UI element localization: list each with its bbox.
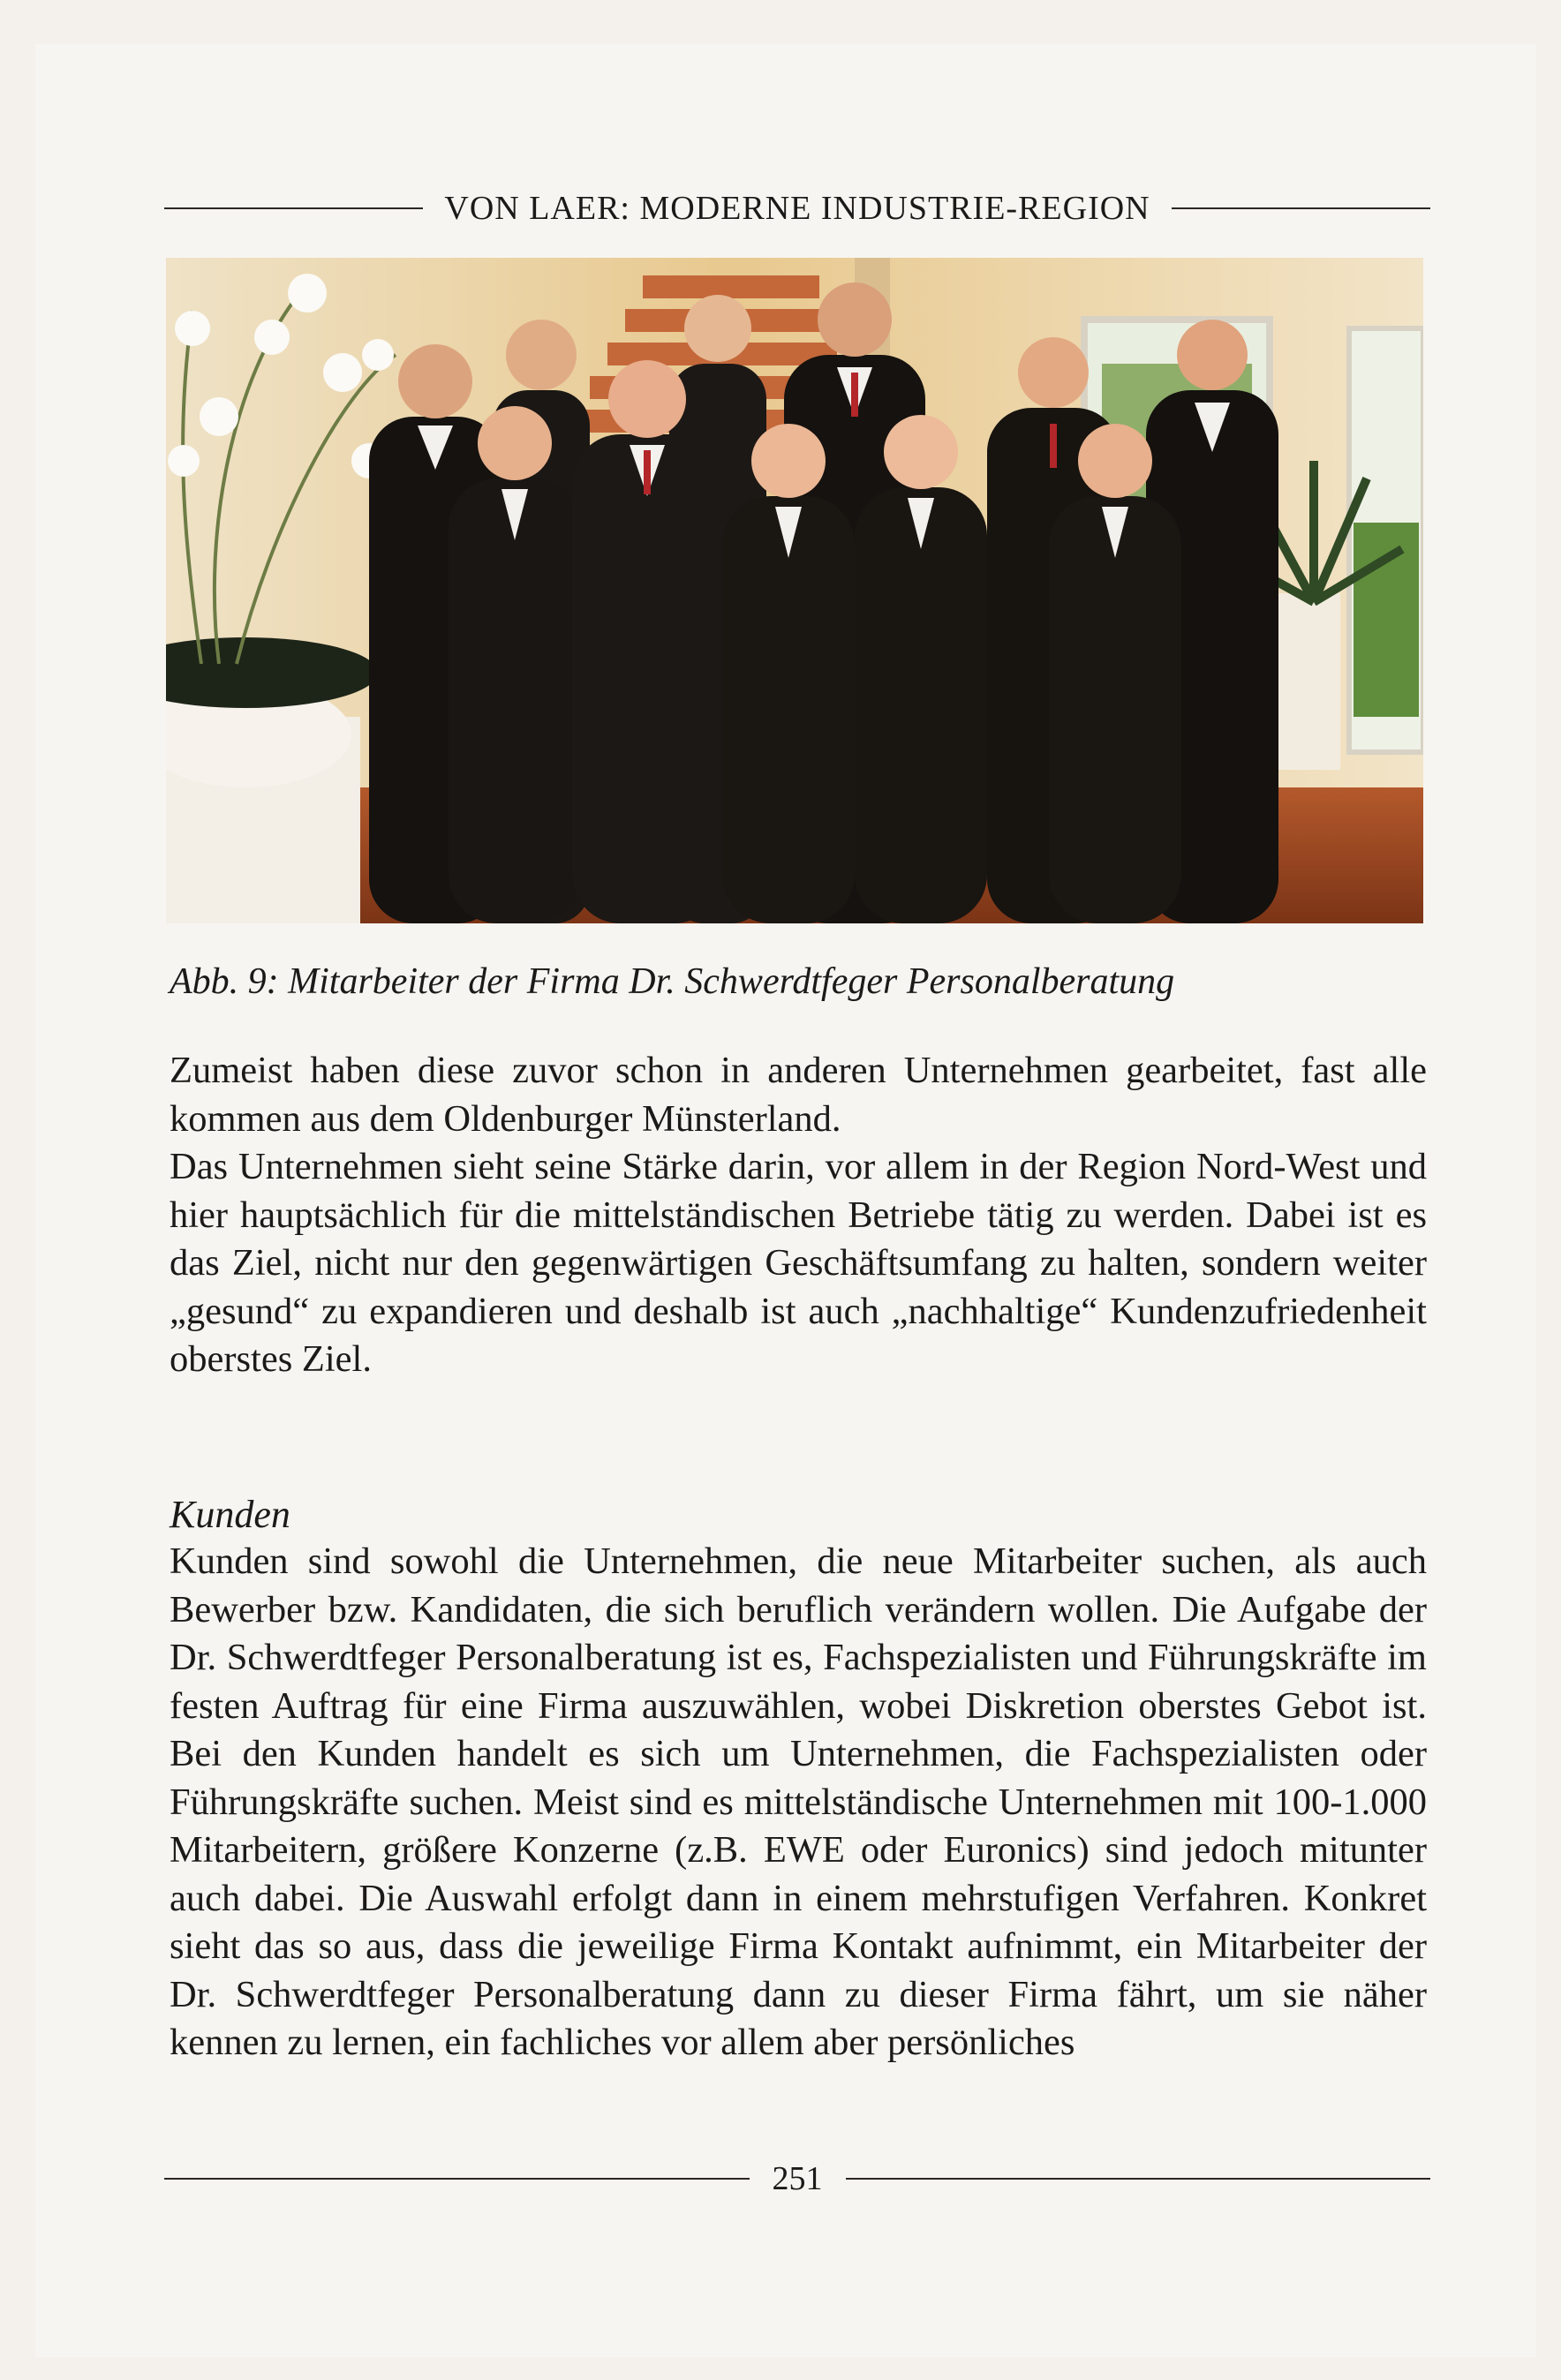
footer-rule-left [164,2178,750,2180]
paragraph-1: Zumeist haben diese zuvor schon in anderen Unternehmen gearbeitet, fast alle kommen aus dem Oldenburger Münsterland. [170,1050,1427,1140]
page-footer [164,2150,1430,2207]
team-photo [166,258,1423,923]
header-rule-right [1172,207,1430,209]
section-paragraph: Kunden sind sowohl die Unternehmen, die neue Mitarbeiter suchen, als auch Bewerber bzw. Kandidaten, die sich beruflich verändern wollen. Die Aufgabe der Dr. Schwerdtfeger Personalberatung ist es, Fachspezialisten und Führungskräfte im festen Auftrag für eine Firma auszuwählen, wobei Diskretion oberstes Gebot ist. Bei den Kunden handelt es sich um Unternehmen, die Fachspezialisten oder Führungskräfte suchen. Meist sind es mittelständische Unternehmen mit 100-1.000 Mitarbeitern, größere Konzerne (z.B. EWE oder Euronics) sind jedoch mitunter auch dabei. Die Auswahl erfolgt dann in einem mehrstufigen Verfahren. Konkret sieht das so aus, dass die jeweilige Firma Kontakt aufnimmt, ein Mitarbeiter der Dr. Schwerdtfeger Personalberatung dann zu dieser Firma fährt, um sie näher kennen zu lernen, ein fachliches vor allem aber persönliches [170,1540,1427,2063]
running-header [164,184,1430,233]
footer-rule-right [846,2178,1431,2180]
figure-caption: Abb. 9: Mitarbeiter der Firma Dr. Schwerdtfeger Personalberatung [170,961,1175,1002]
page-number: 251 [772,2160,823,2197]
header-rule-left [164,207,423,209]
section-body [170,1538,1427,2067]
section-heading: Kunden [170,1493,290,1536]
running-title: VON LAER: MODERNE INDUSTRIE-REGION [444,190,1150,227]
paragraph-2: Das Unternehmen sieht seine Stärke darin, vor allem in der Region Nord-West und hier hauptsächlich für die mittelständischen Betriebe tätig zu werden. Dabei ist es das Ziel, nicht nur den gegenwärtigen Geschäftsumfang zu halten, sondern weiter „gesund“ zu expandieren und deshalb ist auch „nachhaltige“ Kundenzufriedenheit oberstes Ziel. [170,1146,1427,1380]
intro-text [170,1047,1427,1384]
